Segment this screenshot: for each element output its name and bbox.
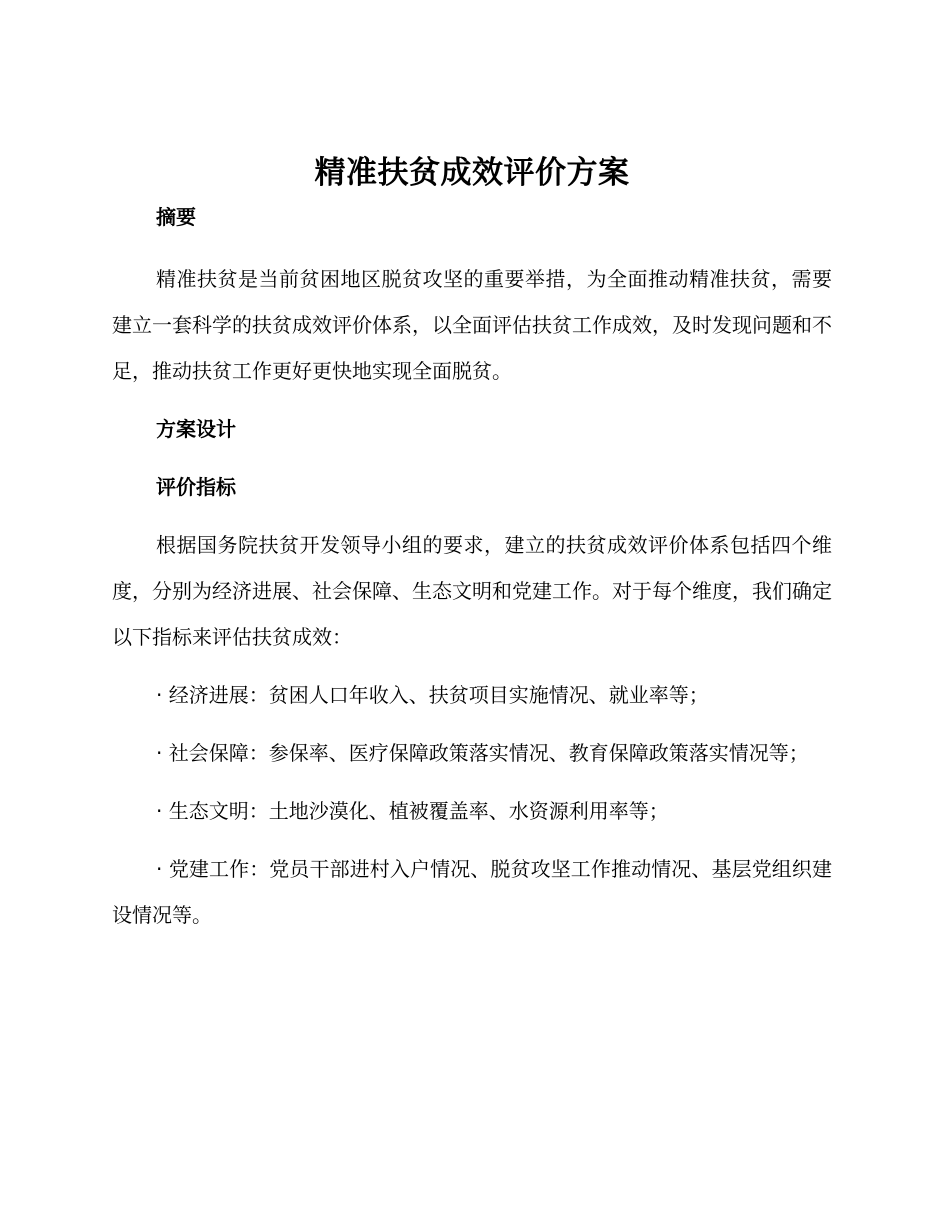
abstract-heading: 摘要 [156, 205, 196, 229]
indicators-heading: 评价指标 [156, 475, 236, 499]
bullet-economic: · 经济进展：贫困人口年收入、扶贫项目实施情况、就业率等； [156, 683, 709, 707]
indicators-intro-paragraph: 根据国务院扶贫开发领导小组的要求，建立的扶贫成效评价体系包括四个维度，分别为经济进展、社会保障、生态文明和党建工作。对于每个维度，我们确定以下指标来评估扶贫成效： [112, 533, 832, 649]
document-page [112, 150, 832, 938]
bullet-party: · 党建工作：党员干部进村入户情况、脱贫攻坚工作推动情况、基层党组织建设情况等。 [112, 857, 832, 927]
document-title: 精准扶贫成效评价方案 [314, 155, 630, 191]
bullet-social: · 社会保障：参保率、医疗保障政策落实情况、教育保障政策落实情况等； [156, 741, 809, 765]
bullet-ecology: · 生态文明：土地沙漠化、植被覆盖率、水资源利用率等； [156, 799, 669, 823]
design-heading: 方案设计 [156, 417, 236, 441]
abstract-paragraph: 精准扶贫是当前贫困地区脱贫攻坚的重要举措，为全面推动精准扶贫，需要建立一套科学的扶贫成效评价体系，以全面评估扶贫工作成效，及时发现问题和不足，推动扶贫工作更好更快地实现全面脱贫。 [112, 267, 832, 383]
